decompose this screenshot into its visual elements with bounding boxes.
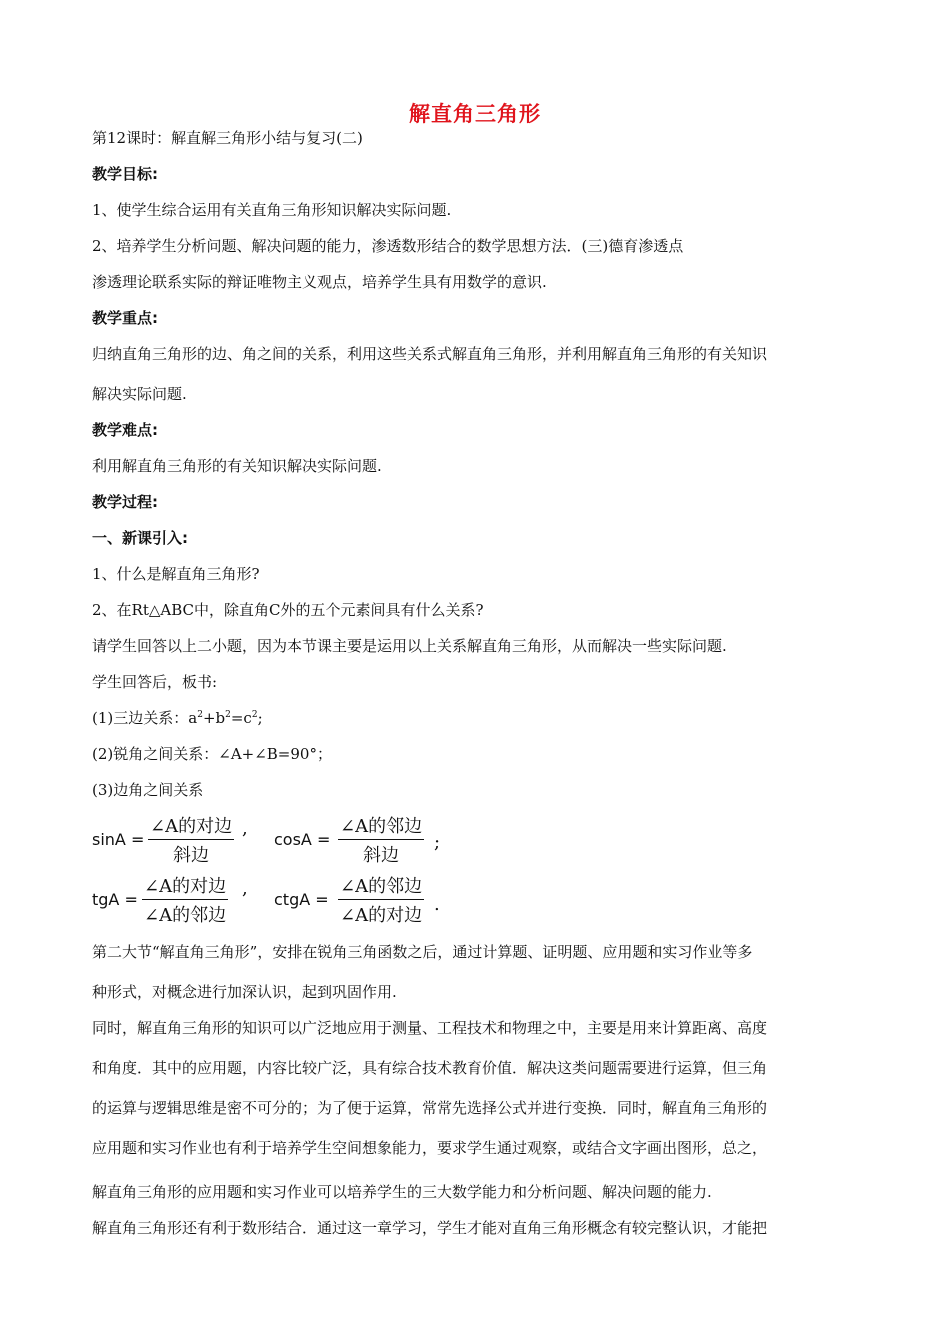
- heading-intro: 一、新课引入:: [92, 529, 188, 547]
- ctg-numerator: ∠A的邻边: [340, 876, 423, 897]
- goal-line: 渗透理论联系实际的辩证唯物主义观点，培养学生具有用数学的意识.: [92, 273, 547, 291]
- exponent: 2: [225, 710, 231, 720]
- fraction-bar: [142, 899, 228, 900]
- trig-formulas: [92, 808, 472, 928]
- cos-numerator: ∠A的邻边: [340, 816, 423, 837]
- intro-line: 1、什么是解直角三角形?: [92, 565, 260, 583]
- relation-angles: (2)锐角之间关系：∠A+∠B=90°；: [92, 745, 332, 763]
- cos-fraction: [338, 812, 424, 867]
- exponent: 2: [197, 710, 203, 720]
- period: .: [434, 894, 440, 915]
- sin-denominator: 斜边: [173, 845, 210, 866]
- tg-numerator: ∠A的对边: [144, 876, 227, 897]
- paragraph-line: 第二大节“解直角三角形”，安排在锐角三角函数之后，通过计算题、证明题、应用题和实习作业等多: [92, 943, 753, 961]
- paragraph-line: 解直角三角形还有利于数形结合．通过这一章学习，学生才能对直角三角形概念有较完整认识，才能把: [92, 1219, 768, 1237]
- relation-sides-mid: +b: [202, 709, 226, 727]
- relation-sides-mid: =c: [230, 709, 252, 727]
- relation-sides: [92, 708, 263, 728]
- cos-denominator: 斜边: [363, 845, 400, 866]
- fraction-bar: [338, 839, 424, 840]
- comma: ,: [242, 878, 248, 899]
- difficulty-line: 利用解直角三角形的有关知识解决实际问题.: [92, 457, 382, 475]
- semicolon: ;: [434, 832, 441, 853]
- paragraph-line: 解直角三角形的应用题和实习作业可以培养学生的三大数学能力和分析问题、解决问题的能力.: [92, 1183, 712, 1201]
- document-title: 解直角三角形: [409, 102, 541, 126]
- intro-line: 请学生回答以上二小题，因为本节课主要是运用以上关系解直角三角形，从而解决一些实际问题.: [92, 637, 727, 655]
- exponent: 2: [251, 710, 258, 720]
- ctg-fraction: [338, 872, 424, 927]
- fraction-bar: [148, 839, 234, 840]
- tg-label: tgA =: [92, 890, 138, 909]
- key-point-line: 解决实际问题.: [92, 385, 187, 403]
- heading-goals: 教学目标:: [92, 165, 158, 183]
- goal-line: 2、培养学生分析问题、解决问题的能力，渗透数形结合的数学思想方法．(三)德育渗透点: [92, 237, 684, 255]
- lesson-subtitle: 第12课时：解直解三角形小结与复习(二): [92, 129, 363, 147]
- heading-difficulties: 教学难点:: [92, 421, 158, 439]
- goal-line: 1、使学生综合运用有关直角三角形知识解决实际问题.: [92, 201, 452, 219]
- comma: ,: [242, 818, 248, 839]
- paragraph-line: 应用题和实习作业也有利于培养学生空间想象能力，要求学生通过观察，或结合文字画出图形，总之，: [92, 1139, 768, 1157]
- ctg-label: ctgA =: [274, 890, 329, 909]
- tg-denominator: ∠A的邻边: [144, 905, 227, 926]
- sin-numerator: ∠A的对边: [150, 816, 233, 837]
- paragraph-line: 种形式，对概念进行加深认识，起到巩固作用.: [92, 983, 397, 1001]
- intro-line: 学生回答后，板书:: [92, 673, 218, 691]
- heading-process: 教学过程:: [92, 493, 158, 511]
- fraction-bar: [338, 899, 424, 900]
- sin-label: sinA =: [92, 830, 145, 849]
- paragraph-line: 同时，解直角三角形的知识可以广泛地应用于测量、工程技术和物理之中，主要是用来计算距离、高度: [92, 1019, 768, 1037]
- paragraph-line: 和角度．其中的应用题，内容比较广泛，具有综合技术教育价值．解决这类问题需要进行运算，但三角: [92, 1059, 768, 1077]
- ctg-denominator: ∠A的对边: [340, 905, 423, 926]
- relation-side-angle: (3)边角之间关系: [92, 781, 204, 799]
- relation-sides-prefix: (1)三边关系：a: [92, 709, 198, 727]
- tg-fraction: [142, 872, 228, 927]
- sin-fraction: [148, 812, 234, 867]
- heading-key-points: 教学重点:: [92, 309, 158, 327]
- intro-line: 2、在Rt△ABC中，除直角C外的五个元素间具有什么关系?: [92, 601, 484, 619]
- relation-sides-end: ;: [257, 709, 263, 727]
- paragraph-line: 的运算与逻辑思维是密不可分的；为了便于运算，常常先选择公式并进行变换．同时，解直角三角形的: [92, 1099, 768, 1117]
- cos-label: cosA =: [274, 830, 331, 849]
- key-point-line: 归纳直角三角形的边、角之间的关系，利用这些关系式解直角三角形，并利用解直角三角形的有关知识: [92, 345, 768, 363]
